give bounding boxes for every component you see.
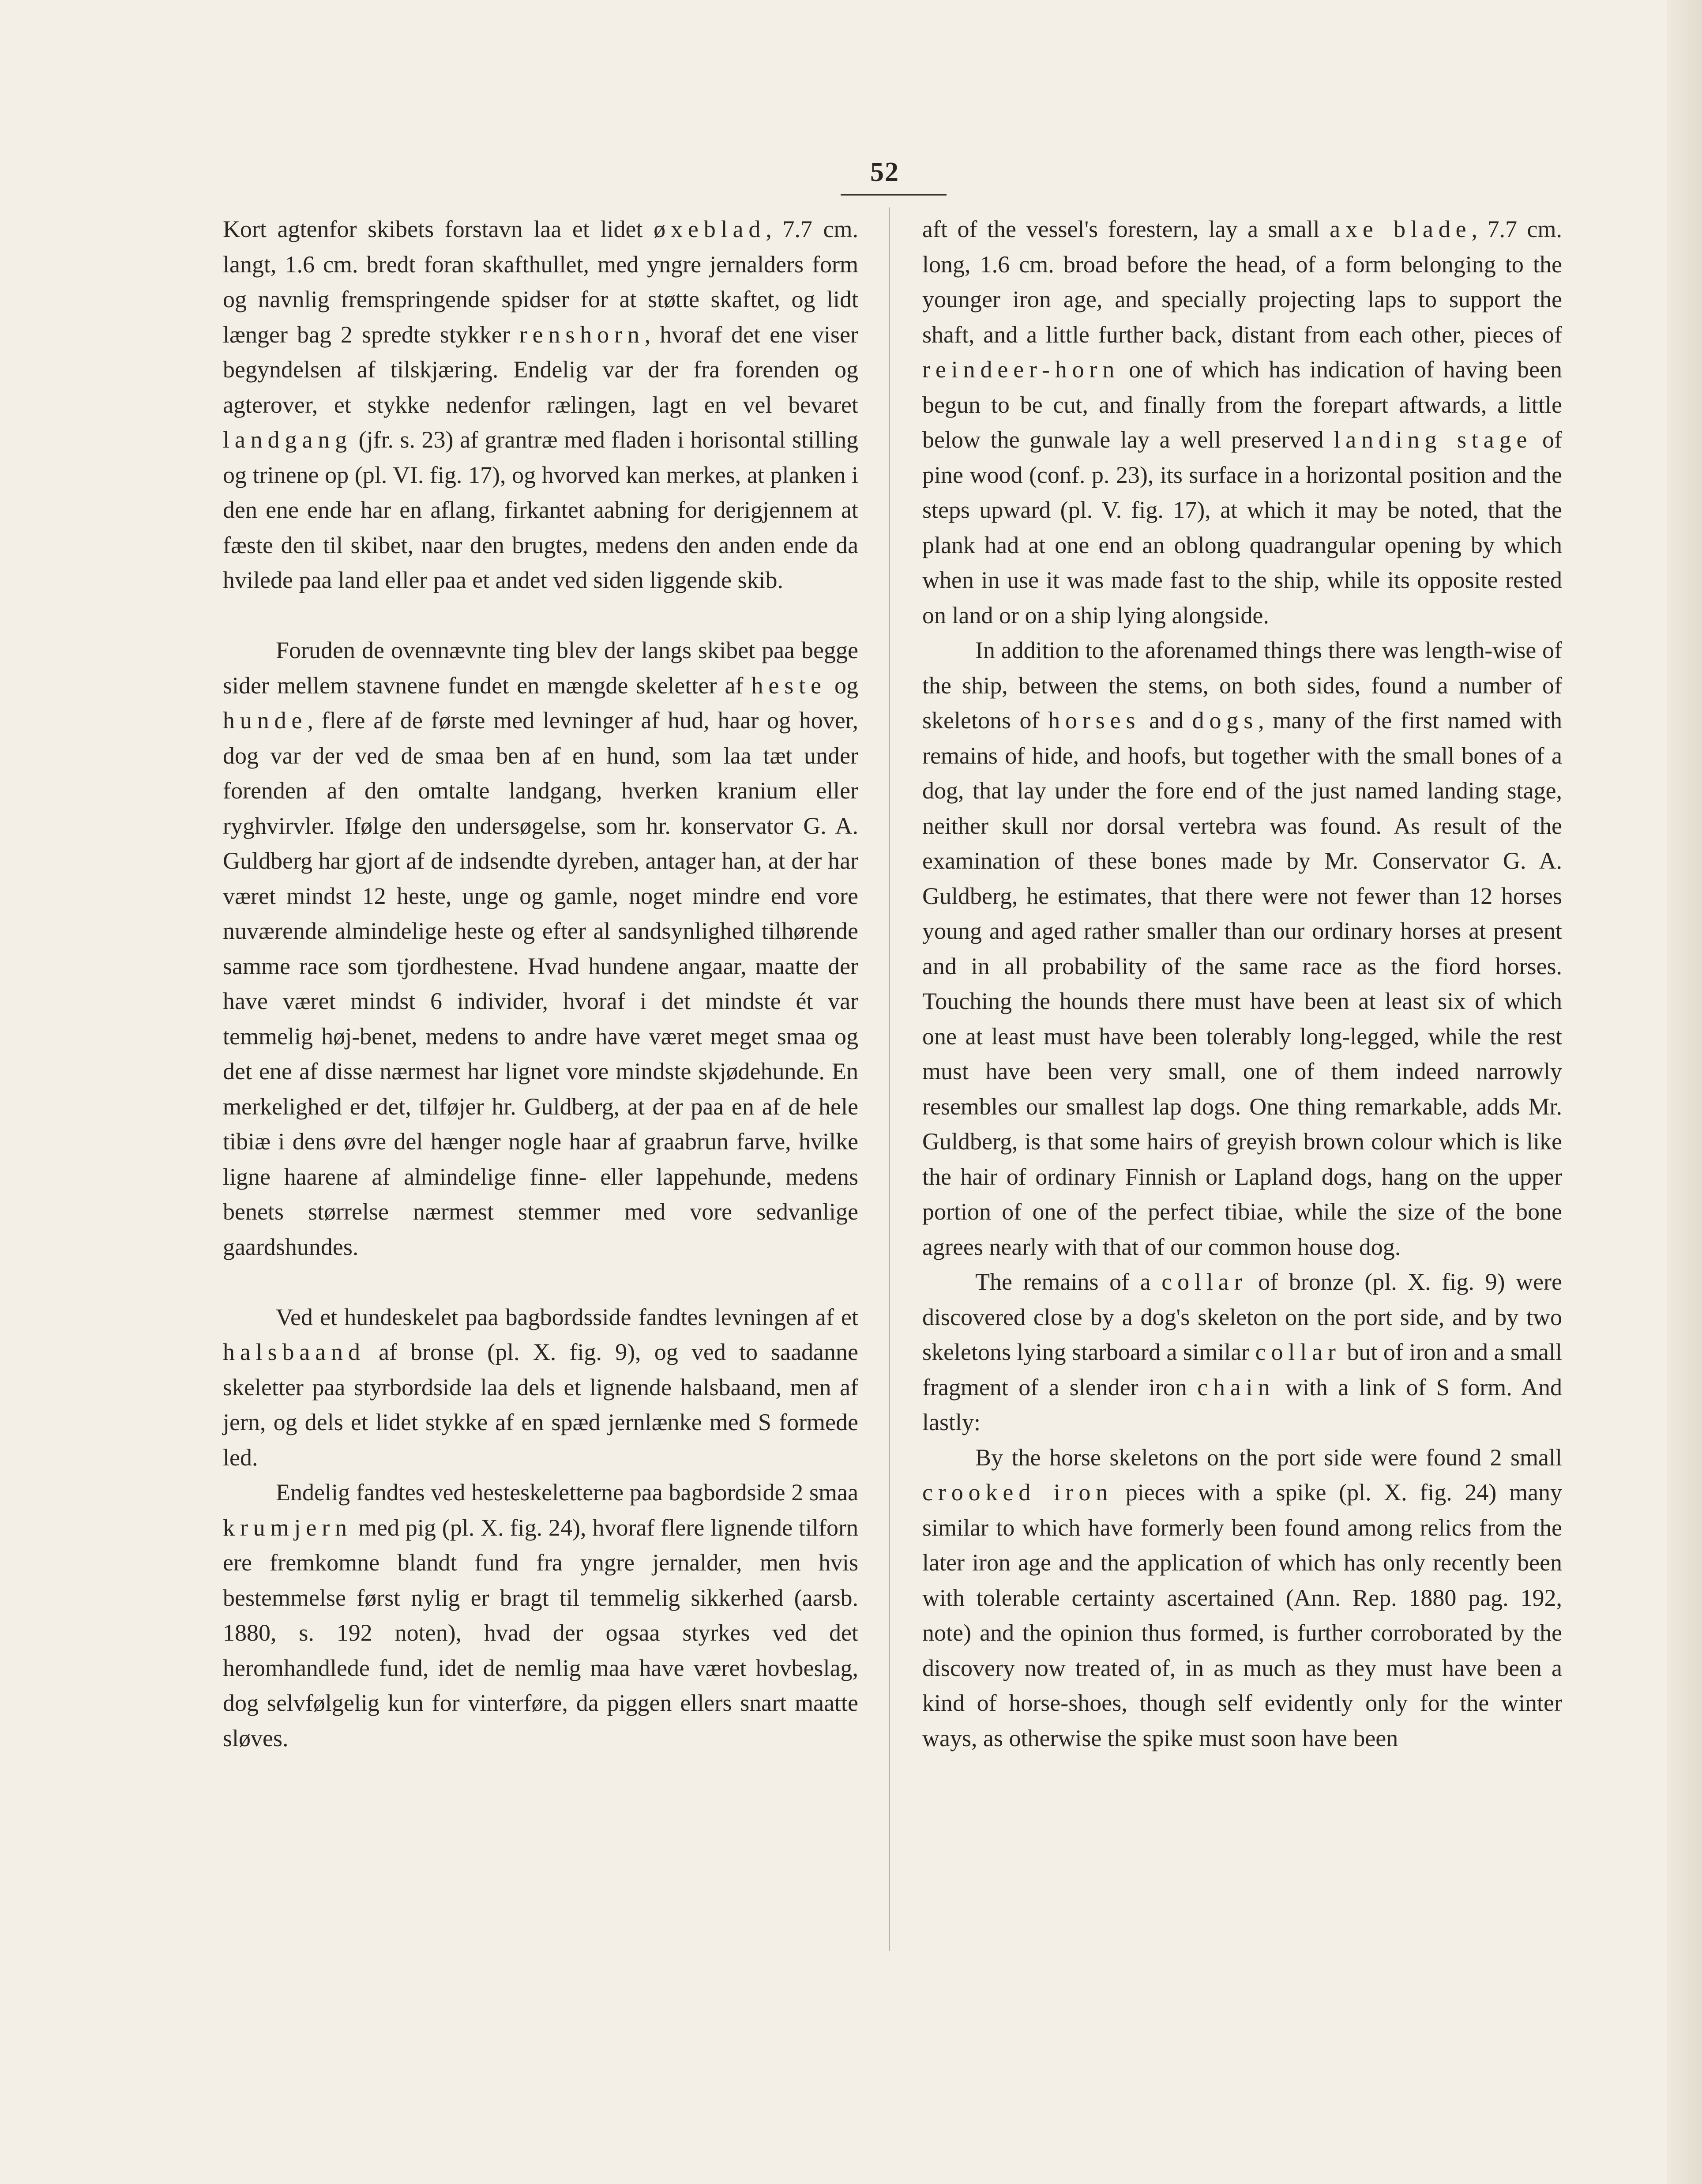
- paragraph: The remains of a collar of bronze (pl. X. fig. 9) were discovered close by a dog's skeleton on the port side, and by two skeletons lying starboard a similar collar but of iron and a small fragment of a slender iron chain with a link of S form. And lastly:: [922, 1269, 1563, 1435]
- page-number: 52: [870, 157, 899, 187]
- paragraph: Foruden de ovennævnte ting blev der langs skibet paa begge sider mellem stavnene fundet en mængde skeletter af heste og hunde, flere af de første med levninger af hud, haar og hover, dog var der ved de smaa ben af en hund, som laa tæt under forenden af den omtalte landgang, hverken kranium eller ryghvirvler. Ifølge den undersøgelse, som hr. konservator G. A. Guldberg har gjort af de indsendte dyreben, antager han, at der har været mindst 12 heste, unge og gamle, noget mindre end vore nuværende almindelige heste og efter al sandsynlighed tilhørende samme race som tjordhestene. Hvad hundene angaar, maatte der have været mindst 6 individer, hvoraf i det mindste ét var temmelig høj-benet, medens to andre have været meget smaa og det ene af disse nærmest har lignet vore mindste skjødehunde. En merkelighed er det, tilføjer hr. Guldberg, at der paa en af de hele tibiæ i dens øvre del hænger nogle haar af graabrun farve, hvilke ligne haarene af almindelige finne- eller lappehunde, medens benets størrelse nærmest stemmer med vore sedvanlige gaardshundes.: [223, 637, 859, 1260]
- paragraph: Endelig fandtes ved hesteskeletterne paa bagbordside 2 smaa krumjern med pig (pl. X. fig. 24), hvoraf flere lignende tilforn ere fremkomne blandt fund fra yngre jernalder, men hvis bestemmelse først nylig er bragt til temmelig sikkerhed (aarsb. 1880, s. 192 noten), hvad der ogsaa styrkes ved det heromhandlede fund, idet de nemlig maa have været hovbeslag, dog selvfølgelig kun for vinterføre, da piggen ellers snart maatte sløves.: [223, 1479, 858, 1751]
- page-number-rule: [841, 194, 947, 196]
- page-edge: [1667, 0, 1702, 2184]
- right-column-english: [922, 212, 1562, 1756]
- left-column-norwegian: [223, 212, 858, 1756]
- paragraph: Ved et hundeskelet paa bagbordsside fandtes levningen af et halsbaand af bronse (pl. X. fig. 9), og ved to saadanne skeletter paa styrbordside laa dels et lignende halsbaand, men af jern, og dels et lidet stykke af en spæd jernlænke med S formede led.: [223, 1303, 858, 1471]
- paragraph: aft of the vessel's forestern, lay a small axe blade, 7.7 cm. long, 1.6 cm. broad before the head, of a form belonging to the younger iron age, and specially projecting laps to support the shaft, and a little further back, distant from each other, pieces of reindeer-horn one of which has indication of having been begun to be cut, and finally from the forepart aftwards, a little below the gunwale lay a well preserved landing stage of pine wood (conf. p. 23), its surface in a horizontal position and the steps upward (pl. V. fig. 17), at which it may be noted, that the plank had at one end an oblong quadrangular opening by which when in use it was made fast to the ship, while its opposite rested on land or on a ship lying alongside.: [922, 216, 1563, 629]
- paragraph: By the horse skeletons on the port side were found 2 small crooked iron pieces with a spike (pl. X. fig. 24) many similar to which have formerly been found among relics from the later iron age and the application of which has only recently been with tolerable certainty ascertained (Ann. Rep. 1880 pag. 192, note) and the opinion thus formed, is further corroborated by the discovery now treated of, in as much as they must have been a kind of horse-shoes, though self evidently only for the winter ways, as otherwise the spike must soon have been: [922, 1444, 1562, 1751]
- paragraph: In addition to the aforenamed things there was length-wise of the ship, between the stems, on both sides, found a number of skeletons of horses and dogs, many of the first named with remains of hide, and hoofs, but together with the small bones of a dog, that lay under the fore end of the just named landing stage, neither skull nor dorsal vertebra was found. As result of the examination of these bones made by Mr. Conservator G. A. Guldberg, he estimates, that there were not fewer than 12 horses young and aged rather smaller than our ordinary horses at present and in all probability of the same race as the fiord horses. Touching the hounds there must have been at least six of which one at least must have been tolerably long-legged, while the rest must have been very small, one of them indeed narrowly resembles our smallest lap dogs. One thing remarkable, adds Mr. Guldberg, is that some hairs of greyish brown colour which is like the hair of ordinary Finnish or Lapland dogs, hang on the upper portion of one of the perfect tibiae, while the size of the bone agrees nearly with that of our common house dog.: [922, 637, 1563, 1260]
- column-divider: [889, 207, 890, 1951]
- paragraph: Kort agtenfor skibets forstavn laa et lidet øxeblad, 7.7 cm. langt, 1.6 cm. bredt foran skafthullet, med yngre jernalders form og navnlig fremspringende spidser for at støtte skaftet, og lidt længer bag 2 spredte stykker renshorn, hvoraf det ene viser begyndelsen af tilskjæring. Endelig var der fra forenden og agterover, et stykke nedenfor rælingen, lagt en vel bevaret landgang (jfr. s. 23) af grantræ med fladen i horisontal stilling og trinene op (pl. VI. fig. 17), og hvorved kan merkes, at planken i den ene ende har en aflang, firkantet aabning for derigjennem at fæste den til skibet, naar den brugtes, medens den anden ende da hvilede paa land eller paa et andet ved siden liggende skib.: [223, 216, 859, 593]
